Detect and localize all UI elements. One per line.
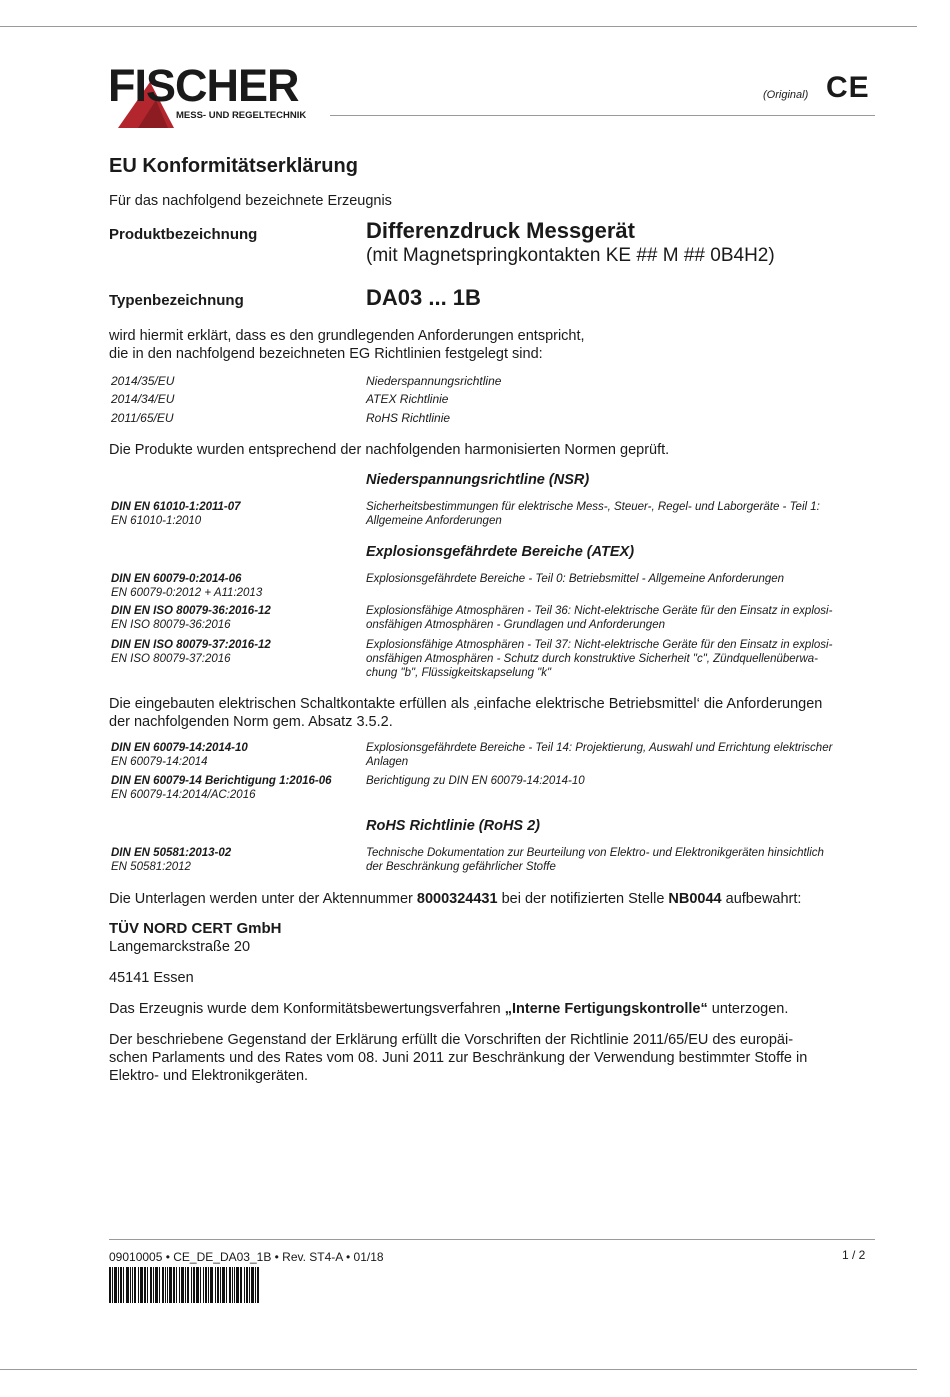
procedure-text <box>109 1000 788 1019</box>
closing-line-1: Der beschriebene Gegenstand der Erklärung erfüllt die Vorschriften der Richtlinie 2011/65/EU des europäi- <box>109 1032 794 1048</box>
records-text <box>109 890 801 909</box>
standard-code: DIN EN 50581:2013-02 <box>111 847 232 859</box>
notified-body-number: NB0044 <box>668 891 722 907</box>
directive-code: 2014/35/EU <box>111 374 175 388</box>
footer-rule <box>109 1239 875 1240</box>
standard-sub: EN 50581:2012 <box>111 861 191 873</box>
standard-desc: Technische Dokumentation zur Beurteilung von Elektro- und Elektronikgeräten hinsichtlich <box>366 847 824 859</box>
notified-body-name: TÜV NORD CERT GmbH <box>109 920 282 937</box>
records-prefix: Die Unterlagen werden unter der Aktennummer <box>109 891 417 907</box>
standard-desc: Explosionsfähige Atmosphären - Teil 36: Nicht-elektrische Geräte für den Einsatz in explosi- <box>366 605 833 617</box>
records-middle: bei der notifizierten Stelle <box>497 891 669 907</box>
closing-line-2: schen Parlaments und des Rates vom 08. Juni 2011 zur Beschränkung der Verwendung bestimmter Stoffe in <box>109 1050 808 1066</box>
standard-code: DIN EN 60079-0:2014-06 <box>111 573 242 585</box>
standard-desc: Anlagen <box>366 756 409 768</box>
standard-desc: der Beschränkung gefährlicher Stoffe <box>366 861 556 873</box>
standard-code: DIN EN 61010-1:2011-07 <box>111 501 241 513</box>
procedure-suffix: unterzogen. <box>707 1001 789 1017</box>
declaration-line-1: wird hiermit erklärt, dass es den grundlegenden Anforderungen entspricht, <box>109 328 585 344</box>
standard-desc: Berichtigung zu DIN EN 60079-14:2014-10 <box>366 775 585 787</box>
directive-name: Niederspannungsrichtline <box>366 374 502 388</box>
standard-sub: EN 60079-0:2012 + A11:2013 <box>111 587 263 599</box>
standard-desc: Allgemeine Anforderungen <box>366 515 502 527</box>
directive-name: ATEX Richtlinie <box>366 392 449 406</box>
standard-desc: Explosionsgefährdete Bereiche - Teil 0: Betriebsmittel - Allgemeine Anforderungen <box>366 573 785 585</box>
standard-code: DIN EN ISO 80079-36:2016-12 <box>111 605 271 617</box>
product-label: Produktbezeichnung <box>109 226 258 243</box>
standard-sub: EN 61010-1:2010 <box>111 515 202 527</box>
standard-desc: onsfähigen Atmosphären - Grundlagen und Anforderungen <box>366 619 665 631</box>
type-label: Typenbezeichnung <box>109 292 244 309</box>
ce-mark-icon: CE <box>826 71 870 104</box>
standard-sub: EN ISO 80079-36:2016 <box>111 619 231 631</box>
bottom-border-rule <box>0 1369 917 1370</box>
logo-word: FISCHER <box>108 60 299 111</box>
declaration-line-2: die in den nachfolgend bezeichneten EG Richtlinien festgelegt sind: <box>109 346 543 362</box>
contacts-line-2: der nachfolgenden Norm gem. Absatz 3.5.2. <box>109 714 393 730</box>
intro-text: Für das nachfolgend bezeichnete Erzeugnis <box>109 193 392 209</box>
standard-code: DIN EN 60079-14:2014-10 <box>111 742 248 754</box>
page-number: 1 / 2 <box>842 1248 866 1262</box>
directive-name: RoHS Richtlinie <box>366 411 451 425</box>
page-title: EU Konformitätserklärung <box>109 155 358 177</box>
standard-desc: chung "b", Flüssigkeitskapselung "k" <box>366 667 552 679</box>
directive-code: 2014/34/EU <box>111 392 175 406</box>
fischer-logo <box>108 62 338 130</box>
closing-line-3: Elektro- und Elektronikgeräten. <box>109 1068 309 1084</box>
document-reference: 09010005 • CE_DE_DA03_1B • Rev. ST4-A • 01/18 <box>109 1250 384 1264</box>
standard-desc: Explosionsfähige Atmosphären - Teil 37: Nicht-elektrische Geräte für den Einsatz in explosi- <box>366 639 833 651</box>
standard-code: DIN EN 60079-14 Berichtigung 1:2016-06 <box>111 775 332 787</box>
standard-code: DIN EN ISO 80079-37:2016-12 <box>111 639 271 651</box>
contacts-line-1: Die eingebauten elektrischen Schaltkontakte erfüllen als ‚einfache elektrische Betriebsmittel‘ die Anforderungen <box>109 696 823 712</box>
file-number: 8000324431 <box>416 891 498 907</box>
section-heading-rohs: RoHS Richtlinie (RoHS 2) <box>366 818 541 834</box>
notified-body-street: Langemarckstraße 20 <box>109 939 251 955</box>
directive-code: 2011/65/EU <box>111 411 174 425</box>
standard-sub: EN 60079-14:2014 <box>111 756 208 768</box>
original-label: (Original) <box>763 89 809 101</box>
barcode-icon <box>109 1267 261 1303</box>
procedure-prefix: Das Erzeugnis wurde dem Konformitätsbewertungsverfahren <box>109 1001 505 1017</box>
header-rule <box>330 115 875 116</box>
procedure-name: „Interne Fertigungskontrolle“ <box>504 1001 708 1017</box>
top-border-rule <box>0 26 917 27</box>
norms-intro: Die Produkte wurden entsprechend der nachfolgenden harmonisierten Normen geprüft. <box>109 442 670 458</box>
notified-body-city: 45141 Essen <box>109 970 194 986</box>
product-detail: (mit Magnetspringkontakten KE ## M ## 0B4H2) <box>366 245 775 266</box>
standard-sub: EN ISO 80079-37:2016 <box>111 653 231 665</box>
standard-desc: onsfähigen Atmosphären - Schutz durch konstruktive Sicherheit "c", Zündquellenüberwa- <box>366 653 819 665</box>
section-heading-atex: Explosionsgefährdete Bereiche (ATEX) <box>366 544 635 560</box>
standard-desc: Sicherheitsbestimmungen für elektrische Mess-, Steuer-, Regel- und Laborgeräte - Teil 1: <box>366 501 820 513</box>
standard-sub: EN 60079-14:2014/AC:2016 <box>111 789 256 801</box>
standard-desc: Explosionsgefährdete Bereiche - Teil 14: Projektierung, Auswahl und Errichtung elektrischer <box>366 742 833 754</box>
type-value: DA03 ... 1B <box>366 285 481 310</box>
records-suffix: aufbewahrt: <box>721 891 802 907</box>
logo-subtitle: MESS- UND REGELTECHNIK <box>176 110 307 121</box>
product-name: Differenzdruck Messgerät <box>366 218 635 243</box>
section-heading-nsr: Niederspannungsrichtline (NSR) <box>366 472 590 488</box>
